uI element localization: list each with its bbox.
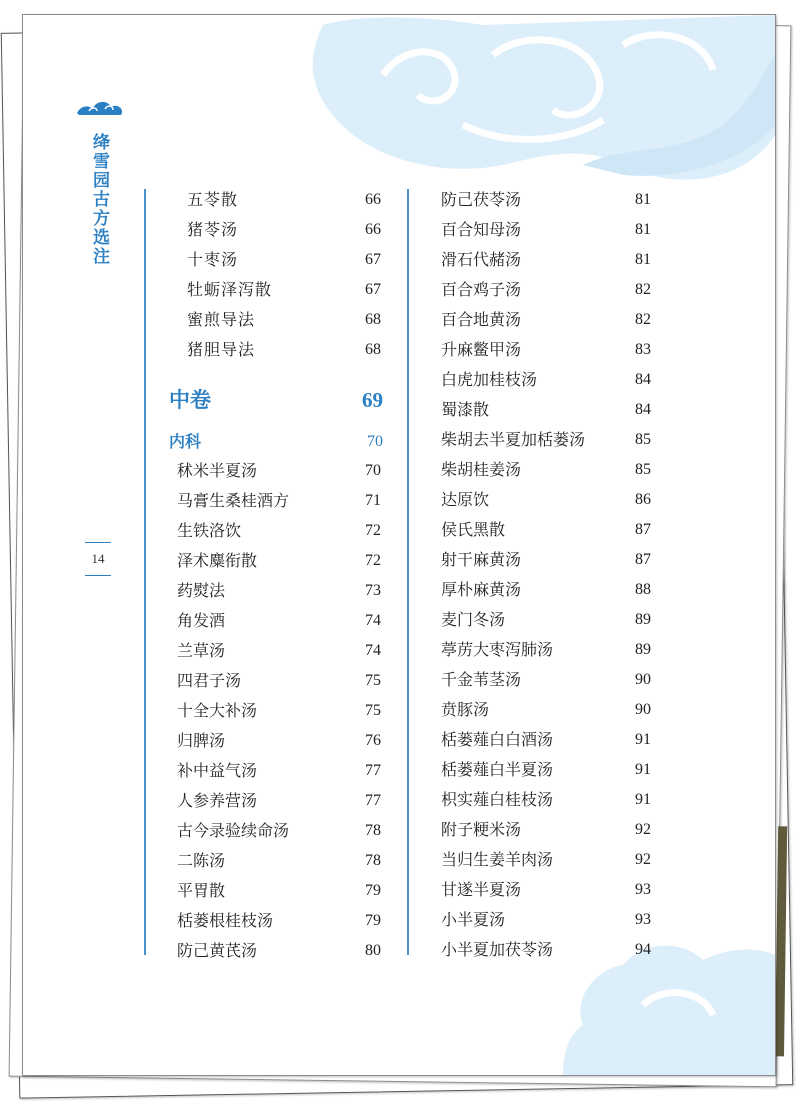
toc-entry-page: 78 bbox=[365, 822, 381, 839]
toc-entry-page: 68 bbox=[365, 341, 381, 358]
toc-entry-page: 68 bbox=[365, 311, 381, 328]
toc-entry-title: 栝蒌薤白白酒汤 bbox=[441, 730, 554, 749]
toc-entry-title: 十全大补汤 bbox=[177, 701, 258, 720]
toc-entry-title: 蜜煎导法 bbox=[187, 310, 256, 329]
section-page: 69 bbox=[362, 388, 383, 412]
toc-entry-page: 66 bbox=[365, 221, 381, 238]
toc-entry[interactable] bbox=[23, 935, 663, 965]
toc-entry-page: 77 bbox=[365, 762, 381, 779]
toc-entry-title: 秫米半夏汤 bbox=[177, 461, 258, 480]
toc-entry-title: 厚朴麻黄汤 bbox=[441, 580, 522, 599]
subsection-title: 内科 bbox=[169, 432, 202, 451]
toc-entry-page: 75 bbox=[365, 702, 381, 719]
toc-entry[interactable] bbox=[23, 455, 663, 485]
toc-entry-title: 小半夏汤 bbox=[441, 910, 506, 929]
toc-entry-title: 达原饮 bbox=[441, 490, 490, 509]
toc-entry-title: 柴胡桂姜汤 bbox=[441, 460, 522, 479]
toc-entry-page: 82 bbox=[635, 281, 651, 298]
book-page bbox=[22, 14, 776, 1076]
book-side-title: 绛雪园古方选注 bbox=[89, 133, 109, 266]
toc-entry-title: 滑石代赭汤 bbox=[441, 250, 522, 269]
toc-entry-page: 89 bbox=[635, 641, 651, 658]
toc-entry-page: 87 bbox=[635, 551, 651, 568]
toc-entry[interactable] bbox=[23, 185, 663, 215]
toc-entry[interactable] bbox=[23, 545, 663, 575]
toc-entry-page: 87 bbox=[635, 521, 651, 538]
toc-entry-page: 93 bbox=[635, 911, 651, 928]
toc-entry-title: 栝蒌根桂枝汤 bbox=[177, 911, 274, 930]
toc-entry[interactable] bbox=[23, 905, 663, 935]
toc-entry-page: 79 bbox=[365, 912, 381, 929]
toc-entry-title: 栝蒌薤白半夏汤 bbox=[441, 760, 554, 779]
toc-entry-page: 94 bbox=[635, 941, 651, 958]
toc-entry-page: 67 bbox=[365, 251, 381, 268]
toc-list-right bbox=[23, 185, 663, 965]
toc-entry-page: 76 bbox=[365, 732, 381, 749]
toc-entry[interactable] bbox=[23, 575, 663, 605]
cloud-logo-icon bbox=[75, 95, 127, 121]
toc-entry-title: 当归生姜羊肉汤 bbox=[441, 850, 554, 869]
toc-entry-title: 药熨法 bbox=[177, 581, 226, 600]
toc-entry-title: 防己黄芪汤 bbox=[177, 941, 258, 960]
toc-entry[interactable] bbox=[23, 305, 663, 335]
toc-entry[interactable] bbox=[23, 695, 663, 725]
toc-entry[interactable] bbox=[23, 485, 663, 515]
toc-entry-title: 兰草汤 bbox=[177, 641, 226, 660]
toc-entry-page: 85 bbox=[635, 431, 651, 448]
toc-entry-page: 83 bbox=[635, 341, 651, 358]
toc-entry-title: 马膏生桑桂酒方 bbox=[177, 491, 290, 510]
toc-entry[interactable] bbox=[23, 365, 663, 395]
toc-entry[interactable] bbox=[23, 845, 663, 875]
toc-entry-title: 百合地黄汤 bbox=[441, 310, 522, 329]
toc-entry-page: 78 bbox=[365, 852, 381, 869]
toc-entry-title: 归脾汤 bbox=[177, 731, 226, 750]
toc-entry-page: 91 bbox=[635, 731, 651, 748]
toc-entry[interactable] bbox=[23, 395, 663, 425]
toc-entry-title: 牡蛎泽泻散 bbox=[187, 280, 273, 299]
toc-entry-page: 77 bbox=[365, 792, 381, 809]
toc-entry-title: 小半夏加茯苓汤 bbox=[441, 940, 554, 959]
toc-entry-page: 81 bbox=[635, 191, 651, 208]
toc-entry[interactable] bbox=[23, 425, 663, 455]
subsection-page: 70 bbox=[367, 433, 383, 450]
toc-entry-title: 麦门冬汤 bbox=[441, 610, 506, 629]
toc-entry-title: 防己茯苓汤 bbox=[441, 190, 522, 209]
toc-entry-title: 百合知母汤 bbox=[441, 220, 522, 239]
toc-entry-title: 百合鸡子汤 bbox=[441, 280, 522, 299]
toc-entry-page: 74 bbox=[365, 642, 381, 659]
toc-entry-page: 91 bbox=[635, 761, 651, 778]
toc-entry-page: 86 bbox=[635, 491, 651, 508]
toc-entry-title: 补中益气汤 bbox=[177, 761, 258, 780]
toc-entry-title: 附子粳米汤 bbox=[441, 820, 522, 839]
toc-entry-title: 泽术麋衔散 bbox=[177, 551, 258, 570]
toc-entry-title: 射干麻黄汤 bbox=[441, 550, 522, 569]
toc-entry-page: 72 bbox=[365, 522, 381, 539]
toc-entry[interactable] bbox=[23, 605, 663, 635]
toc-entry-page: 66 bbox=[365, 191, 381, 208]
toc-entry-page: 71 bbox=[365, 492, 381, 509]
toc-entry-page: 79 bbox=[365, 882, 381, 899]
toc-entry-title: 平胃散 bbox=[177, 881, 226, 900]
toc-entry-title: 十枣汤 bbox=[187, 250, 239, 269]
toc-entry-title: 白虎加桂枝汤 bbox=[441, 370, 538, 389]
toc-entry-page: 89 bbox=[635, 611, 651, 628]
toc-entry-page: 91 bbox=[635, 791, 651, 808]
toc-entry-title: 角发酒 bbox=[177, 611, 226, 630]
toc-entry-title: 甘遂半夏汤 bbox=[441, 880, 522, 899]
toc-entry-page: 80 bbox=[365, 942, 381, 959]
toc-entry-page: 92 bbox=[635, 851, 651, 868]
toc-entry-title: 柴胡去半夏加栝蒌汤 bbox=[441, 430, 586, 449]
toc-entry[interactable] bbox=[23, 755, 663, 785]
page-number: 14 bbox=[85, 542, 111, 576]
toc-entry-title: 古今录验续命汤 bbox=[177, 821, 290, 840]
toc-entry-page: 88 bbox=[635, 581, 651, 598]
toc-entry-page: 74 bbox=[365, 612, 381, 629]
toc-entry-title: 四君子汤 bbox=[177, 671, 242, 690]
toc-entry[interactable] bbox=[23, 335, 663, 365]
toc-entry[interactable] bbox=[23, 815, 663, 845]
toc-entry-page: 90 bbox=[635, 671, 651, 688]
toc-entry[interactable] bbox=[23, 635, 663, 665]
toc-entry-page: 93 bbox=[635, 881, 651, 898]
toc-entry-title: 枳实薤白桂枝汤 bbox=[441, 790, 554, 809]
toc-entry-title: 五苓散 bbox=[187, 190, 239, 209]
toc-entry-page: 84 bbox=[635, 371, 651, 388]
toc-entry-page: 81 bbox=[635, 251, 651, 268]
section-title: 中卷 bbox=[169, 388, 211, 412]
toc-entry-page: 84 bbox=[635, 401, 651, 418]
toc-entry-title: 生铁洛饮 bbox=[177, 521, 242, 540]
toc-entry-page: 70 bbox=[365, 462, 381, 479]
toc-entry-title: 猪苓汤 bbox=[187, 220, 239, 239]
toc-entry[interactable] bbox=[23, 665, 663, 695]
toc-entry-page: 72 bbox=[365, 552, 381, 569]
toc-entry[interactable] bbox=[23, 785, 663, 815]
toc-entry-page: 81 bbox=[635, 221, 651, 238]
toc-entry[interactable] bbox=[23, 875, 663, 905]
toc-entry[interactable] bbox=[23, 515, 663, 545]
toc-entry-title: 蜀漆散 bbox=[441, 400, 490, 419]
toc-entry[interactable] bbox=[23, 215, 663, 245]
toc-entry[interactable] bbox=[23, 725, 663, 755]
toc-entry-title: 升麻鳖甲汤 bbox=[441, 340, 522, 359]
toc-entry-title: 猪胆导法 bbox=[187, 340, 256, 359]
toc-entry-title: 人参养营汤 bbox=[177, 791, 258, 810]
toc-entry-title: 二陈汤 bbox=[177, 851, 226, 870]
toc-entry-title: 贲豚汤 bbox=[441, 700, 490, 719]
toc-entry-page: 75 bbox=[365, 672, 381, 689]
toc-entry-page: 92 bbox=[635, 821, 651, 838]
toc-entry-page: 85 bbox=[635, 461, 651, 478]
toc-entry-title: 侯氏黑散 bbox=[441, 520, 506, 539]
toc-entry-title: 葶苈大枣泻肺汤 bbox=[441, 640, 554, 659]
toc-entry-page: 90 bbox=[635, 701, 651, 718]
toc-entry-page: 82 bbox=[635, 311, 651, 328]
toc-entry[interactable] bbox=[23, 275, 663, 305]
toc-entry-page: 73 bbox=[365, 582, 381, 599]
toc-entry-title: 千金苇茎汤 bbox=[441, 670, 522, 689]
toc-entry-page: 67 bbox=[365, 281, 381, 298]
toc-entry[interactable] bbox=[23, 245, 663, 275]
